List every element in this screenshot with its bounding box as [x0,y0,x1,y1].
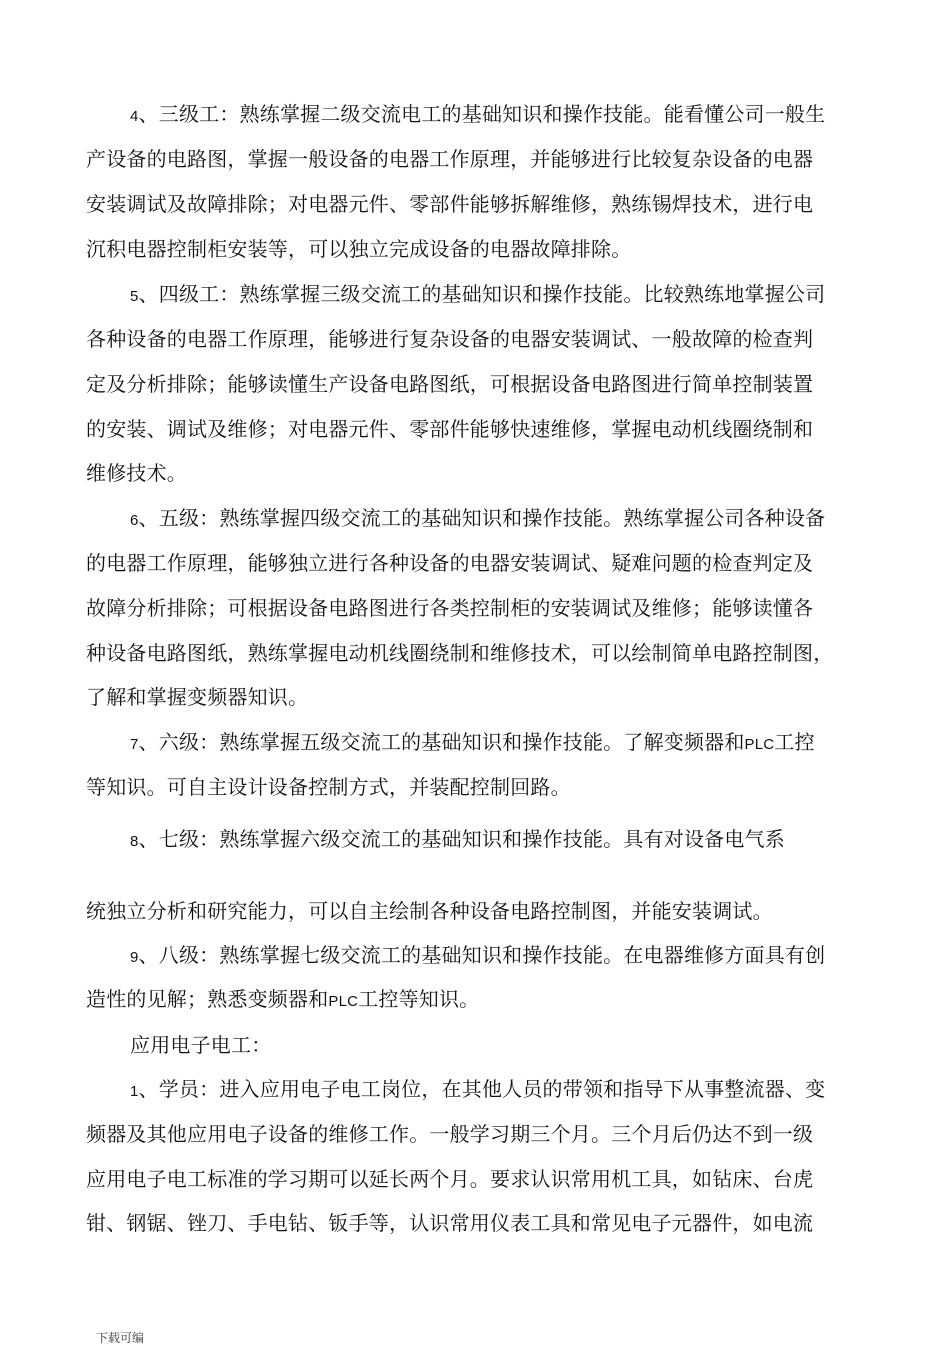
paragraph-line: 钳、钢锯、锉刀、手电钻、钣手等，认识常用仪表工具和常见电子元器件，如电流 [86,1211,814,1235]
paragraph-line: 故障分析排除；可根据设备电路图进行各类控制柜的安装调试及维修；能够读懂各 [86,596,814,620]
line-text: 、八级：熟练掌握七级交流工的基础知识和操作技能。在电器维修方面具有创 [138,943,826,967]
item-number: 5 [130,288,139,305]
section-heading: 应用电子电工： [130,1033,272,1057]
item-number: 7 [130,736,139,753]
line-text: 、七级：熟练掌握六级交流工的基础知识和操作技能。具有对设备电气系 [138,827,785,851]
line-text-tail: 工控等知识。 [358,987,480,1011]
item-number: 4 [130,108,139,125]
paragraph-line: 沉积电器控制柜安装等，可以独立完成设备的电器故障排除。 [86,237,632,261]
paragraph-line [86,985,876,1016]
line-text: 、六级：熟练掌握五级交流工的基础知识和操作技能。了解变频器和 [138,730,745,754]
line-text: 造性的见解；熟悉变频器和 [86,987,329,1011]
paragraph-line: 了解和掌握变频器知识。 [86,685,309,709]
item-number: 8 [130,833,139,850]
paragraph-line: 频器及其他应用电子设备的维修工作。一般学习期三个月。三个月后仍达不到一级 [86,1122,814,1146]
paragraph-line: 统独立分析和研究能力，可以自主绘制各种设备电路控制图，并能安装调试。 [86,899,773,923]
line-text-tail: 工控 [774,730,815,754]
plc-text: PLC [328,993,359,1010]
paragraph-line [130,728,920,759]
item-number: 1 [130,1083,139,1100]
paragraph-line: 的安装、调试及维修；对电器元件、零部件能够快速维修，掌握电动机线圈绕制和 [86,417,814,441]
line-text: 、三级工：熟练掌握二级交流电工的基础知识和操作技能。能看懂公司一般生 [138,102,826,126]
paragraph-line: 等知识。可自主设计设备控制方式，并装配控制回路。 [86,775,571,799]
paragraph-line [130,941,920,972]
line-text: 、学员：进入应用电子电工岗位，在其他人员的带领和指导下从事整流器、变 [138,1077,826,1101]
paragraph-line: 应用电子电工标准的学习期可以延长两个月。要求认识常用机工具，如钻床、台虎 [86,1167,814,1191]
line-text: 、五级：熟练掌握四级交流工的基础知识和操作技能。熟练掌握公司各种设备 [138,506,826,530]
item-number: 6 [130,512,139,529]
paragraph-line: 产设备的电路图，掌握一般设备的电器工作原理，并能够进行比较复杂设备的电器 [86,147,814,171]
paragraph-line: 维修技术。 [86,461,187,485]
paragraph-line [130,1075,920,1106]
plc-text: PLC [744,736,775,753]
paragraph-line [130,100,920,131]
paragraph-line: 安装调试及故障排除；对电器元件、零部件能够拆解维修，熟练锡焊技术，进行电 [86,192,814,216]
paragraph-line: 的电器工作原理，能够独立进行各种设备的电器安装调试、疑难问题的检查判定及 [86,551,814,575]
line-text: 、四级工：熟练掌握三级交流工的基础知识和操作技能。比较熟练地掌握公司 [138,282,826,306]
page-footer: 下载可编 [96,1331,145,1345]
paragraph-line [130,504,920,535]
paragraph-line: 各种设备的电器工作原理，能够进行复杂设备的电器安装调试、一般故障的检查判 [86,327,814,351]
paragraph-line: 种设备电路图纸，熟练掌握电动机线圈绕制和维修技术，可以绘制简单电路控制图， [86,641,834,665]
paragraph-line [130,280,920,311]
item-number: 9 [130,949,139,966]
paragraph-line: 定及分析排除；能够读懂生产设备电路图纸，可根据设备电路图进行简单控制装置 [86,372,814,396]
paragraph-line [130,825,920,856]
